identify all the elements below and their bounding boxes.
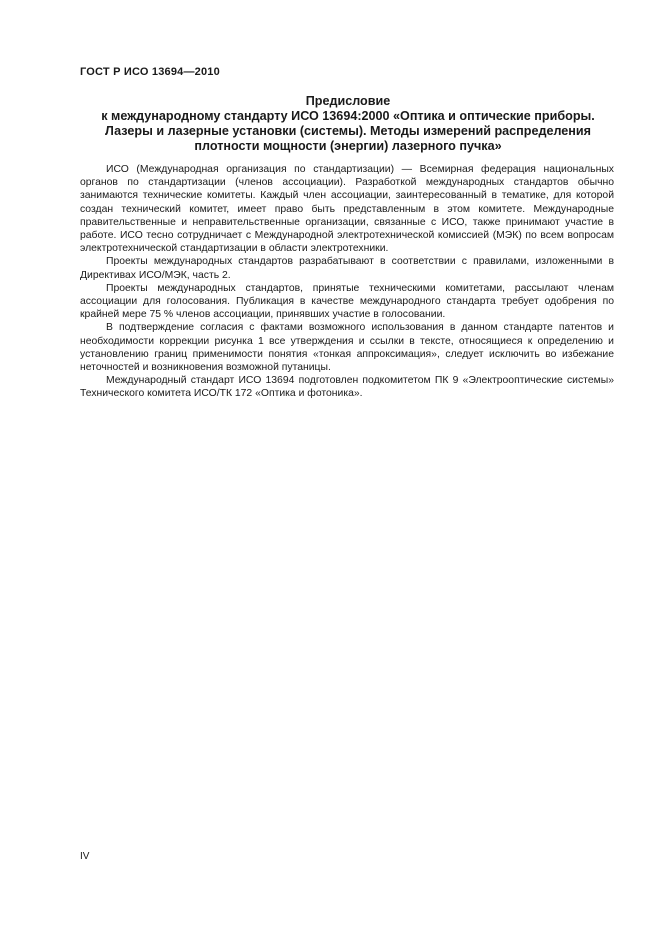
paragraph-voting: Проекты международных стандартов, принятые техническими комитетами, рассылают членам ассоциации для голосования. Публикация в качестве международного стандарта требует одобрения по крайней мере 75 % членов ассоциации, принявших участие в голосовании.: [80, 282, 614, 321]
title-heading: Предисловие: [305, 94, 391, 108]
paragraph-patents: В подтверждение согласия с фактами возможного использования в данном стандарте патентов и необходимости коррекции рисунка 1 все утверждения и ссылки в тексте, относящиеся к определению и установлению границ применимости понятия «тонкая аппроксимация», следует исключить во избежание неточностей и возникновения возможной путаницы.: [80, 322, 614, 374]
preface-title: [70, 94, 626, 154]
page-number: IV: [80, 851, 90, 862]
paragraph-drafting-rules: Проекты международных стандартов разрабатывают в соответствии с правилами, изложенными в Директивах ИСО/МЭК, часть 2.: [80, 256, 614, 281]
title-line-2: к международному стандарту ИСО 13694:2000 «Оптика и оптические приборы.: [101, 109, 595, 123]
title-line-3: Лазеры и лазерные установки (системы). Методы измерений распределения: [104, 124, 591, 138]
document-header: ГОСТ Р ИСО 13694—2010: [80, 66, 220, 78]
paragraph-committee: Международный стандарт ИСО 13694 подготовлен подкомитетом ПК 9 «Электрооптические системы» Технического комитета ИСО/ТК 172 «Оптика и фотоника».: [80, 375, 614, 400]
paragraph-iso-overview: ИСО (Международная организация по стандартизации) — Всемирная федерация национальных органов по стандартизации (членов ассоциации). Разработкой международных стандартов обычно занимаются технические комитеты. Каждый член ассоциации, заинтересованный в тематике, для которой создан технический комитет, имеет право быть представленным в этом комитете. Международные правительственные и неправительственные организации, связанные с ИСО, также принимают участие в работе. ИСО тесно сотрудничает с Международной электротехнической комиссией (МЭК) по всем вопросам электротехнической стандартизации в области электротехники.: [80, 164, 614, 255]
preface-body: [80, 163, 614, 401]
title-line-4: плотности мощности (энергии) лазерного пучка»: [194, 139, 502, 153]
